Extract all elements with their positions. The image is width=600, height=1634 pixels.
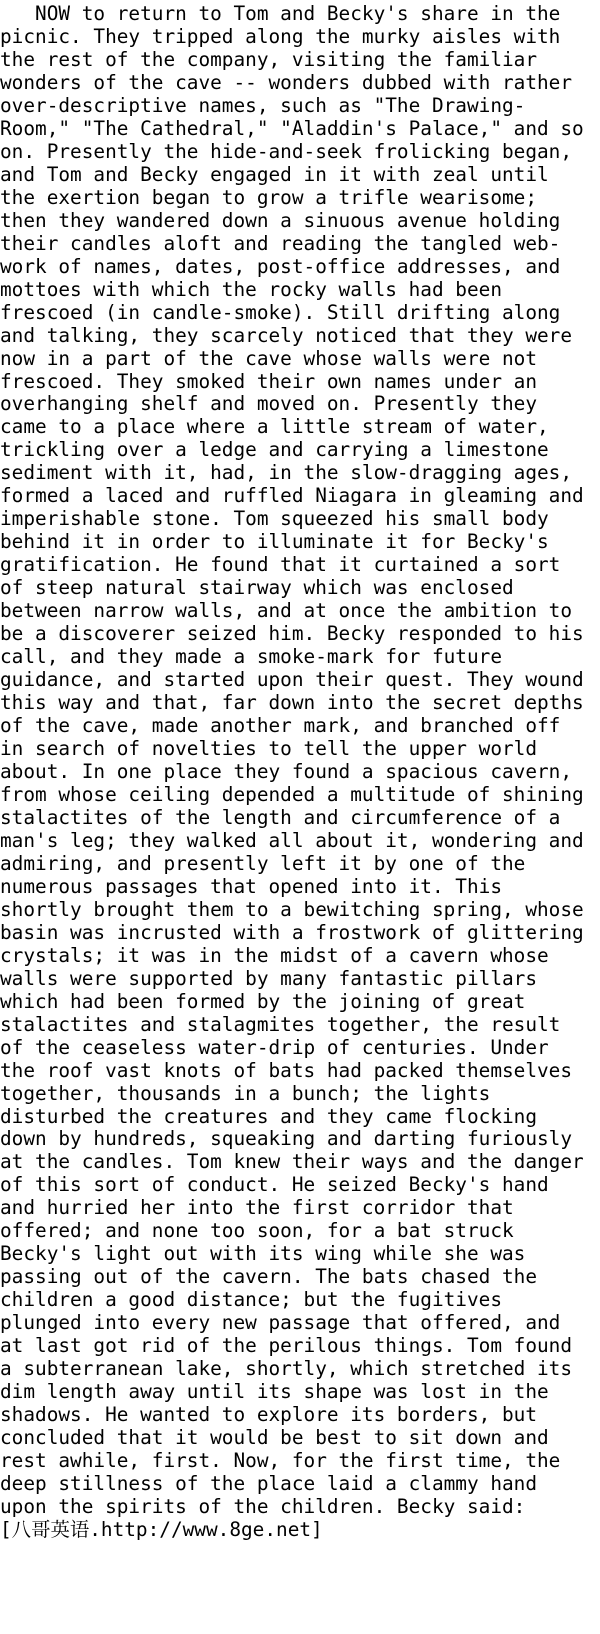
text-line: about. In one place they found a spacious cavern, [0, 759, 573, 783]
text-line: of the cave, made another mark, and branched off [0, 714, 561, 738]
text-line: came to a place where a little stream of water, [0, 415, 549, 439]
text-line: on. Presently the hide-and-seek frolicking began, [0, 139, 573, 163]
text-line: overhanging shelf and moved on. Presently they [0, 392, 538, 416]
text-line: the rest of the company, visiting the familiar [0, 47, 538, 71]
text-line: at the candles. Tom knew their ways and the danger [0, 1150, 584, 1174]
text-line: Room," "The Cathedral," "Aladdin's Palace," and so [0, 116, 584, 140]
text-line: in search of novelties to tell the upper world [0, 737, 538, 760]
source-footer: [八哥英语.http://www.8ge.net] [0, 1517, 323, 1541]
text-line: the exertion began to grow a trifle wearisome; [0, 185, 538, 209]
text-line: be a discoverer seized him. Becky responded to his [0, 622, 584, 646]
text-line: together, thousands in a bunch; the lights [0, 1081, 491, 1105]
text-line: and talking, they scarcely noticed that they were [0, 323, 573, 347]
text-line: wonders of the cave -- wonders dubbed with rather [0, 70, 573, 94]
text-line: stalactites and stalagmites together, the result [0, 1012, 561, 1036]
text-line: offered; and none too soon, for a bat struck [0, 1219, 514, 1243]
text-line: which had been formed by the joining of great [0, 989, 526, 1013]
text-line: frescoed (in candle-smoke). Still drifting along [0, 300, 561, 324]
text-line: then they wandered down a sinuous avenue holding [0, 208, 561, 232]
text-line: deep stillness of the place laid a clammy hand [0, 1472, 538, 1495]
text-line: crystals; it was in the midst of a cavern whose [0, 943, 549, 967]
text-line: at last got rid of the perilous things. Tom found [0, 1334, 573, 1358]
text-line: a subterranean lake, shortly, which stretched its [0, 1357, 573, 1381]
text-line: mottoes with which the rocky walls had been [0, 277, 502, 301]
text-line: work of names, dates, post-office addresses, and [0, 254, 561, 278]
body-text [0, 2, 600, 1518]
text-line: passing out of the cavern. The bats chased the [0, 1265, 538, 1289]
text-line: now in a part of the cave whose walls were not [0, 346, 538, 370]
text-line: dim length away until its shape was lost in the [0, 1380, 549, 1404]
text-line: behind it in order to illuminate it for Becky's [0, 530, 549, 554]
text-line: walls were supported by many fantastic pillars [0, 966, 538, 990]
text-line: call, and they made a smoke-mark for future [0, 645, 502, 669]
text-line: disturbed the creatures and they came flocking [0, 1104, 538, 1128]
text-line: upon the spirits of the children. Becky said: [0, 1494, 526, 1518]
text-line: NOW to return to Tom and Becky's share in the [0, 2, 561, 25]
text-line: imperishable stone. Tom squeezed his small body [0, 507, 549, 531]
text-line: frescoed. They smoked their own names under an [0, 369, 538, 393]
text-line: of this sort of conduct. He seized Becky's hand [0, 1173, 549, 1197]
text-line: sediment with it, had, in the slow-dragging ages, [0, 461, 573, 485]
text-line: man's leg; they walked all about it, wondering and [0, 828, 584, 852]
text-line: children a good distance; but the fugitives [0, 1288, 502, 1312]
text-line: formed a laced and ruffled Niagara in gleaming and [0, 484, 584, 508]
text-line: concluded that it would be best to sit down and [0, 1426, 549, 1450]
text-line: of steep natural stairway which was enclosed [0, 576, 514, 600]
text-line: and hurried her into the first corridor that [0, 1196, 514, 1220]
text-line: between narrow walls, and at once the ambition to [0, 599, 573, 623]
text-line: shadows. He wanted to explore its borders, but [0, 1403, 538, 1427]
text-line: from whose ceiling depended a multitude of shining [0, 782, 584, 806]
text-line: gratification. He found that it curtained a sort [0, 553, 561, 577]
text-line: and Tom and Becky engaged in it with zeal until [0, 162, 549, 186]
text-line: Becky's light out with its wing while she was [0, 1242, 526, 1266]
text-line: guidance, and started upon their quest. They wound [0, 668, 584, 692]
text-line: of the ceaseless water-drip of centuries. Under [0, 1035, 549, 1059]
text-line: the roof vast knots of bats had packed themselves [0, 1058, 573, 1082]
text-line: their candles aloft and reading the tangled web- [0, 231, 561, 255]
text-line: trickling over a ledge and carrying a limestone [0, 438, 549, 462]
text-line: basin was incrusted with a frostwork of glittering [0, 920, 584, 944]
text-line: shortly brought them to a bewitching spring, whose [0, 897, 584, 921]
text-line: stalactites of the length and circumference of a [0, 805, 561, 829]
text-line: rest awhile, first. Now, for the first time, the [0, 1449, 561, 1473]
text-line: picnic. They tripped along the murky aisles with [0, 24, 561, 48]
text-line: down by hundreds, squeaking and darting furiously [0, 1127, 573, 1151]
text-line: over-descriptive names, such as "The Drawing- [0, 93, 526, 117]
text-line: plunged into every new passage that offered, and [0, 1311, 561, 1335]
text-line: admiring, and presently left it by one of the [0, 851, 526, 875]
text-line: numerous passages that opened into it. This [0, 874, 502, 898]
text-line: this way and that, far down into the secret depths [0, 691, 584, 715]
